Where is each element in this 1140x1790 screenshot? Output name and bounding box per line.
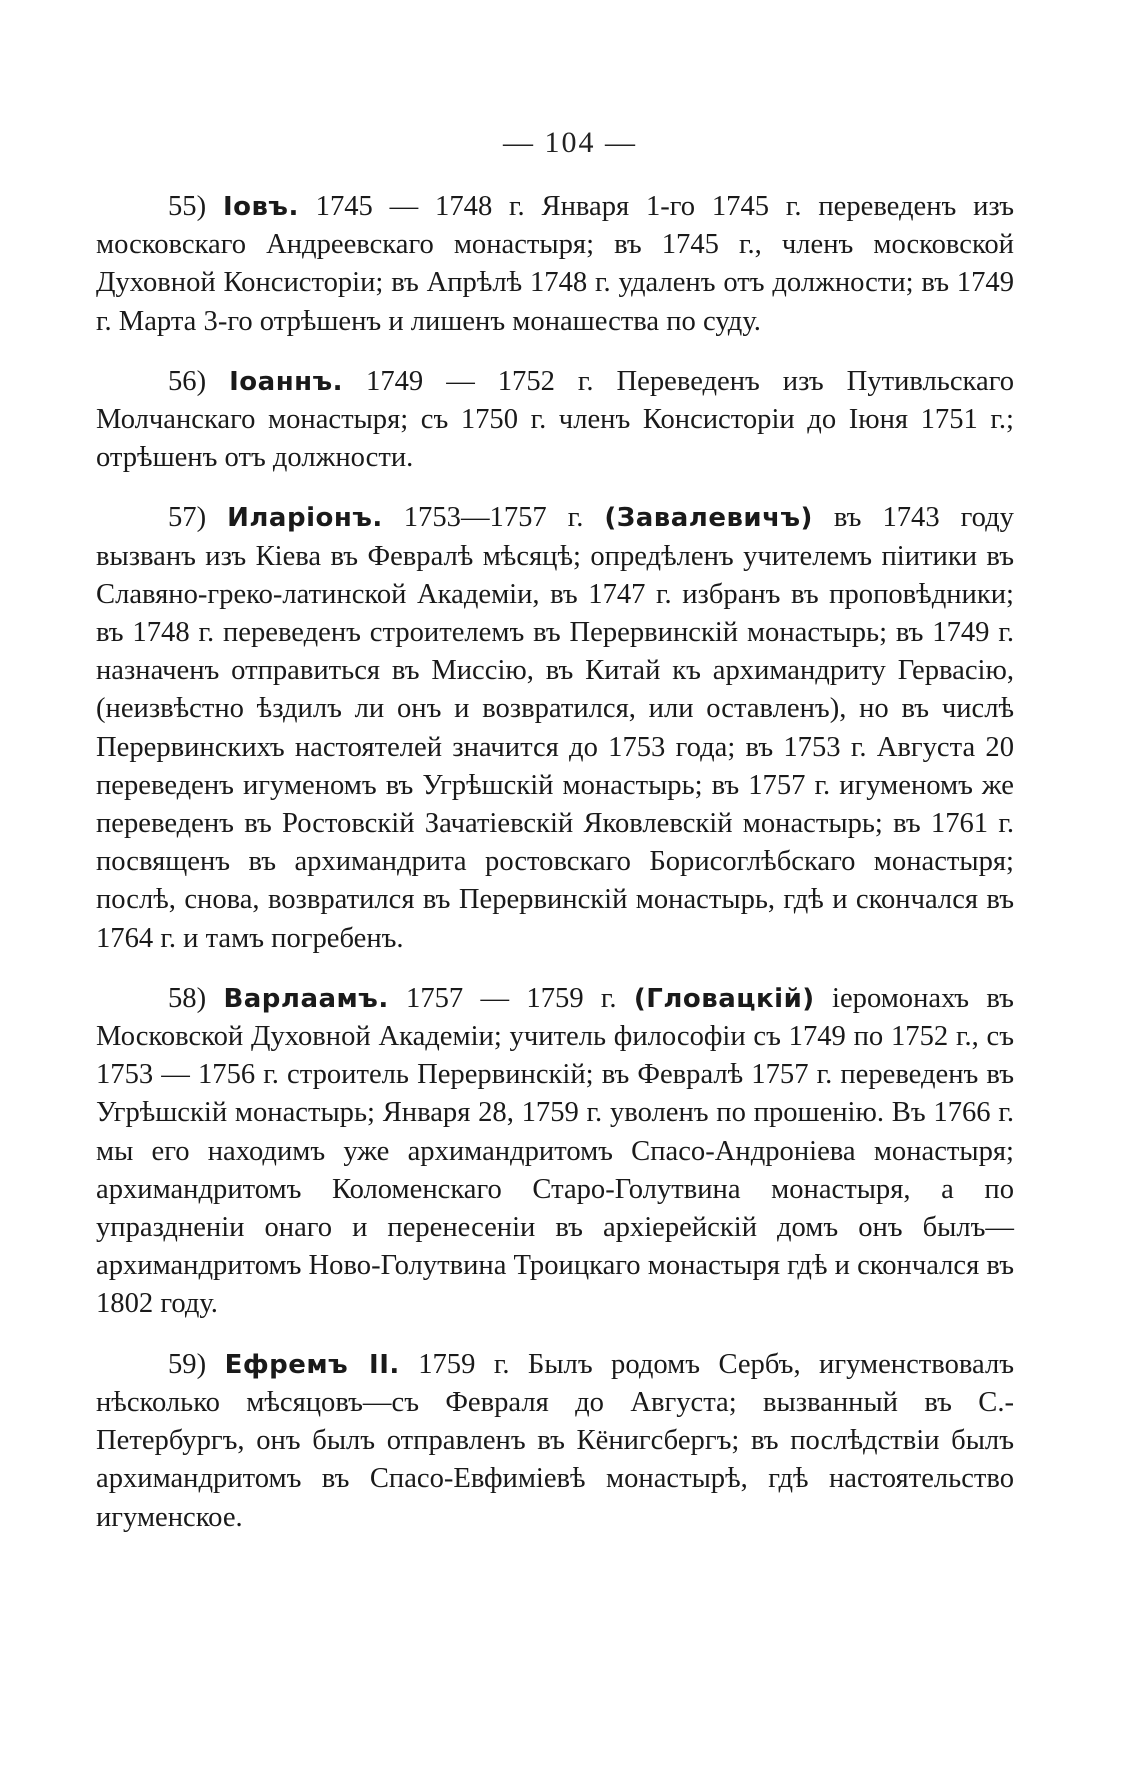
entry-name: Варлаамъ.: [223, 983, 389, 1014]
main-text: [96, 188, 1014, 1559]
entry-text: 1759 г. Былъ родомъ Сербъ, игуменствовалъ нѣсколько мѣсяцовъ—съ Февраля до Августа; вызванный въ С.-Петербургъ, онъ былъ отправленъ въ Кёнигсбергъ; въ послѣдствіи былъ архимандритомъ въ Спасо-Евфиміевѣ монастырѣ, гдѣ настоятельство игуменское.: [96, 1348, 1015, 1533]
entry-56: [96, 363, 1014, 478]
entry-text: 1749 — 1752 г. Переведенъ изъ Путивльскаго Молчанскаго монастыря; съ 1750 г. членъ Консисторіи до Іюня 1751 г.; отрѣшенъ отъ должности.: [96, 365, 1015, 474]
entry-surname: (Завалевичъ): [604, 503, 813, 534]
entry-57: [96, 499, 1014, 957]
entry-name: Іовъ.: [222, 192, 299, 222]
page-number: — 104 —: [503, 126, 637, 159]
entry-name: Иларіонъ.: [227, 503, 383, 534]
entry-58: [96, 980, 1014, 1324]
entry-59: [96, 1346, 1014, 1537]
entry-dates: 1753—1757 г.: [403, 502, 584, 534]
entry-text: въ 1743 году вызванъ изъ Кіева въ Февралѣ мѣсяцѣ; опредѣленъ учителемъ піитики въ Славяно-греко-латинской Академіи, въ 1747 г. избранъ въ проповѣдники; въ 1748 г. переведенъ строителемъ въ Перервинскій монастырь; въ 1749 г. назначенъ отправиться въ Миссію, въ Китай къ архимандриту Гервасію, (неизвѣстно ѣздилъ ли онъ и возвратился, или оставленъ), но въ числѣ Перервинскихъ настоятелей значится до 1753 года; въ 1753 г. Августа 20 переведенъ игуменомъ въ Угрѣшскій монастырь; въ 1757 г. игуменомъ же переведенъ въ Ростовскій Зачатіевскій Яковлевскій монастырь; въ 1761 г. посвященъ въ архимандрита ростовскаго Борисоглѣбскаго монастыря; послѣ, снова, возвратился въ Перервинскій монастырь, гдѣ и скончался въ 1764 г. и тамъ погребенъ.: [96, 502, 1014, 954]
entry-number: 55): [168, 191, 207, 222]
entry-number: 58): [168, 982, 207, 1014]
entry-number: 56): [168, 365, 207, 397]
entry-surname: (Гловацкій): [633, 983, 815, 1014]
entry-name: Іоаннъ.: [229, 366, 344, 397]
entry-text: 1745 — 1748 г. Января 1-го 1745 г. переведенъ изъ московскаго Андреевскаго монастыря; въ 1745 г., членъ московской Духовной Консисторіи; въ Апрѣлѣ 1748 г. удаленъ отъ должности; въ 1749 г. Марта 3-го отрѣшенъ и лишенъ монашества по суду.: [96, 191, 1014, 337]
entry-number: 57): [168, 502, 207, 534]
entry-name: Ефремъ II.: [224, 1349, 400, 1380]
entry-text: іеромонахъ въ Московской Духовной Академіи; учитель философіи съ 1749 по 1752 г., съ 1753 — 1756 г. строитель Перервинскій; въ Февралѣ 1757 г. переведенъ въ Угрѣшскій монастырь; Января 28, 1759 г. уволенъ по прошенію. Въ 1766 г. мы его находимъ уже архимандритомъ Спасо-Андроніева монастыря; архимандритомъ Коломенскаго Старо-Голутвина монастыря, а по упраздненіи онаго и перенесеніи въ архіерейскій домъ онъ былъ—архимандритомъ Ново-Голутвина Троицкаго монастыря гдѣ и скончался въ 1802 году.: [96, 982, 1014, 1320]
entry-number: 59): [168, 1348, 207, 1380]
entry-dates: 1757 — 1759 г.: [406, 982, 617, 1014]
entry-55: [96, 188, 1014, 341]
